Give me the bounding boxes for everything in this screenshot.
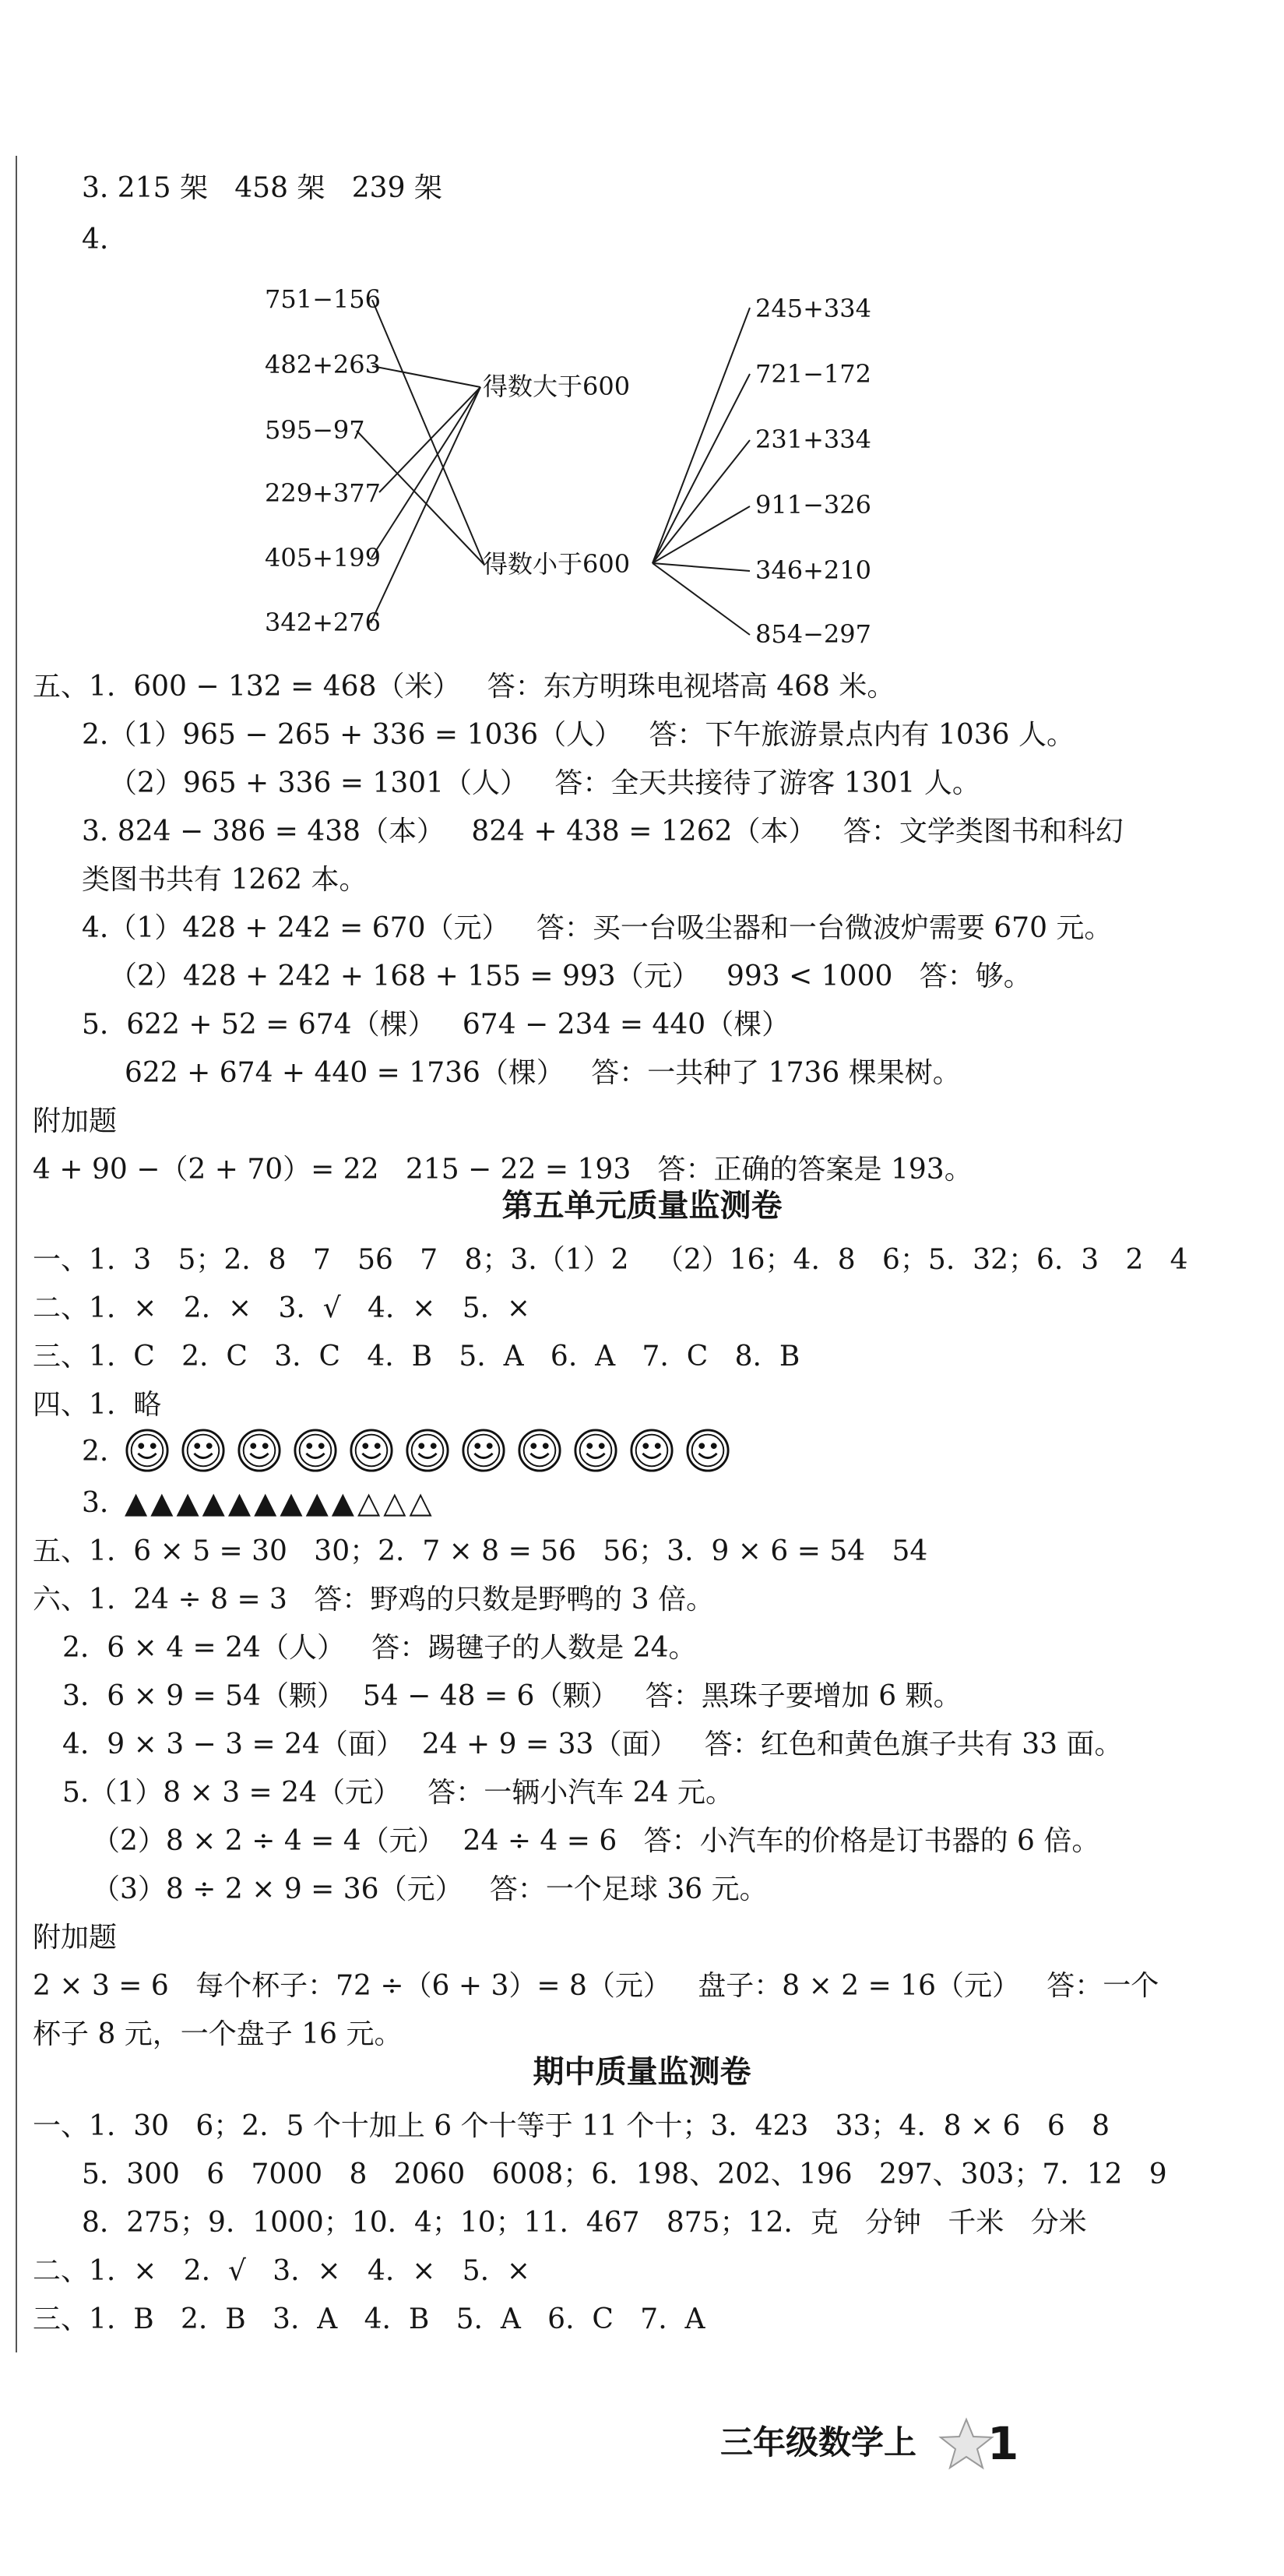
answer-line: 杯子 8 元，一个盘子 16 元。: [33, 2018, 403, 2050]
middle-label-less: 得数小于600: [483, 549, 631, 579]
triangle-shapes: ▲▲▲▲▲▲▲▲▲△△△: [125, 1485, 435, 1520]
answer-line: （2）965 + 336 = 1301（人） 答：全天共接待了游客 1301 人。: [109, 767, 980, 799]
match-line: [653, 308, 750, 563]
answer-line: （2）428 + 242 + 168 + 155 = 993（元） 993 < 1000 答：够。: [109, 960, 1032, 992]
middle-label-greater: 得数大于600: [483, 372, 631, 401]
left-expression: 229+377: [265, 478, 381, 508]
page-number: 1: [987, 2417, 1019, 2470]
right-expression: 854−297: [755, 619, 871, 649]
answer-line: 8. 275；9. 1000；10. 4；10；11. 467 875；12. 克 分钟 千米 分米: [82, 2207, 1087, 2239]
answer-line: 4.（1）428 + 242 = 670（元） 答：买一台吸尘器和一台微波炉需要 670 元。: [82, 912, 1113, 944]
right-expression: 911−326: [755, 490, 871, 520]
answer-line: （2）8 × 2 ÷ 4 = 4（元） 24 ÷ 4 = 6 答：小汽车的价格是订书器的 6 倍。: [92, 1825, 1100, 1857]
answer-line: 2.: [82, 1436, 109, 1468]
answer-line: 2 × 3 = 6 每个杯子：72 ÷（6 + 3）= 8（元） 盘子：8 × 2 = 16（元） 答：一个: [33, 1970, 1159, 2002]
answer-line: 2.（1）965 − 265 + 336 = 1036（人） 答：下午旅游景点内有 1036 人。: [82, 719, 1075, 751]
answer-line: 三、1. C 2. C 3. C 4. B 5. A 6. A 7. C 8. B: [33, 1341, 800, 1373]
answer-line: 622 + 674 + 440 = 1736（棵） 答：一共种了 1736 棵果树。: [125, 1057, 961, 1089]
match-line: [653, 440, 750, 563]
left-expression: 482+263: [265, 350, 381, 379]
right-expression: 231+334: [755, 425, 871, 454]
smiley-face-icon: [405, 1428, 450, 1473]
answer-line: 二、1. × 2. × 3. √ 4. × 5. ×: [33, 1292, 531, 1324]
left-expression: 405+199: [265, 543, 381, 573]
answer-line: 类图书共有 1262 本。: [82, 864, 368, 896]
answer-line: 3.: [82, 1487, 109, 1519]
bonus-heading: 附加题: [33, 1922, 118, 1954]
smiley-face-icon: [573, 1428, 618, 1473]
left-expression: 595−97: [265, 415, 365, 445]
section-title-midterm: 期中质量监测卷: [533, 2054, 751, 2090]
match-line: [372, 366, 480, 387]
left-expression: 751−156: [265, 284, 381, 314]
answer-line: 4. 9 × 3 − 3 = 24（面） 24 + 9 = 33（面） 答：红色和黄色旗子共有 33 面。: [62, 1728, 1123, 1760]
answer-line: 4 + 90 −（2 + 70）= 22 215 − 22 = 193 答：正确的答案是 193。: [33, 1154, 973, 1186]
smiley-face-icon: [349, 1428, 394, 1473]
section-title-unit5: 第五单元质量监测卷: [501, 1188, 783, 1224]
answer-line: 五、1. 6 × 5 = 30 30；2. 7 × 8 = 56 56；3. 9 × 6 = 54 54: [33, 1535, 928, 1567]
answer-line: （3）8 ÷ 2 × 9 = 36（元） 答：一个足球 36 元。: [92, 1873, 768, 1905]
answer-line: 5. 300 6 7000 8 2060 6008；6. 198、202、196 297、303；7. 12 9: [82, 2158, 1167, 2190]
answer-line: 五、1. 600 − 132 = 468（米） 答：东方明珠电视塔高 468 米。: [33, 671, 895, 703]
match-line: [379, 387, 480, 492]
answer-line: 3. 6 × 9 = 54（颗） 54 − 48 = 6（颗） 答：黑珠子要增加 6 颗。: [62, 1680, 962, 1712]
answer-line: 六、1. 24 ÷ 8 = 3 答：野鸡的只数是野鸭的 3 倍。: [33, 1584, 715, 1616]
answer-line: 5.（1）8 × 3 = 24（元） 答：一辆小汽车 24 元。: [62, 1777, 733, 1809]
smiley-face-icon: [181, 1428, 226, 1473]
footer-book-title: 三年级数学上: [720, 2423, 917, 2461]
answer-line: 四、1. 略: [33, 1389, 162, 1421]
answer-line: 2. 6 × 4 = 24（人） 答：踢毽子的人数是 24。: [62, 1632, 697, 1664]
bonus-heading: 附加题: [33, 1105, 118, 1137]
answer-line: 5. 622 + 52 = 674（棵） 674 − 234 = 440（棵）: [82, 1009, 790, 1041]
smiley-face-icon: [237, 1428, 282, 1473]
smiley-face-icon: [517, 1428, 562, 1473]
answer-line: 4.: [82, 224, 109, 255]
smiley-face-icon: [629, 1428, 674, 1473]
right-expression: 721−172: [755, 359, 871, 389]
answer-line: 一、1. 30 6；2. 5 个十加上 6 个十等于 11 个十；3. 423 33；4. 8 × 6 6 8: [33, 2110, 1110, 2142]
match-line: [653, 563, 750, 635]
answer-line: 3. 824 − 386 = 438（本） 824 + 438 = 1262（本） 答：文学类图书和科幻: [82, 816, 1124, 848]
answer-line: 三、1. B 2. B 3. A 4. B 5. A 6. C 7. A: [33, 2303, 705, 2335]
answer-line: 二、1. × 2. √ 3. × 4. × 5. ×: [33, 2255, 531, 2287]
smiley-face-icon: [293, 1428, 338, 1473]
match-line: [653, 563, 750, 571]
match-line: [371, 387, 480, 623]
left-expression: 342+276: [265, 608, 381, 637]
smiley-face-icon: [461, 1428, 506, 1473]
smiley-face-icon: [125, 1428, 170, 1473]
match-line: [372, 300, 484, 565]
smiley-face-icon: [685, 1428, 730, 1473]
right-expression: 245+334: [755, 294, 871, 323]
answer-line: 一、1. 3 5；2. 8 7 56 7 8；3.（1）2 （2）16；4. 8 6；5. 32；6. 3 2 4: [33, 1244, 1188, 1276]
answer-line: 3. 215 架 458 架 239 架: [82, 172, 442, 204]
match-line: [371, 387, 480, 558]
right-expression: 346+210: [755, 555, 871, 585]
